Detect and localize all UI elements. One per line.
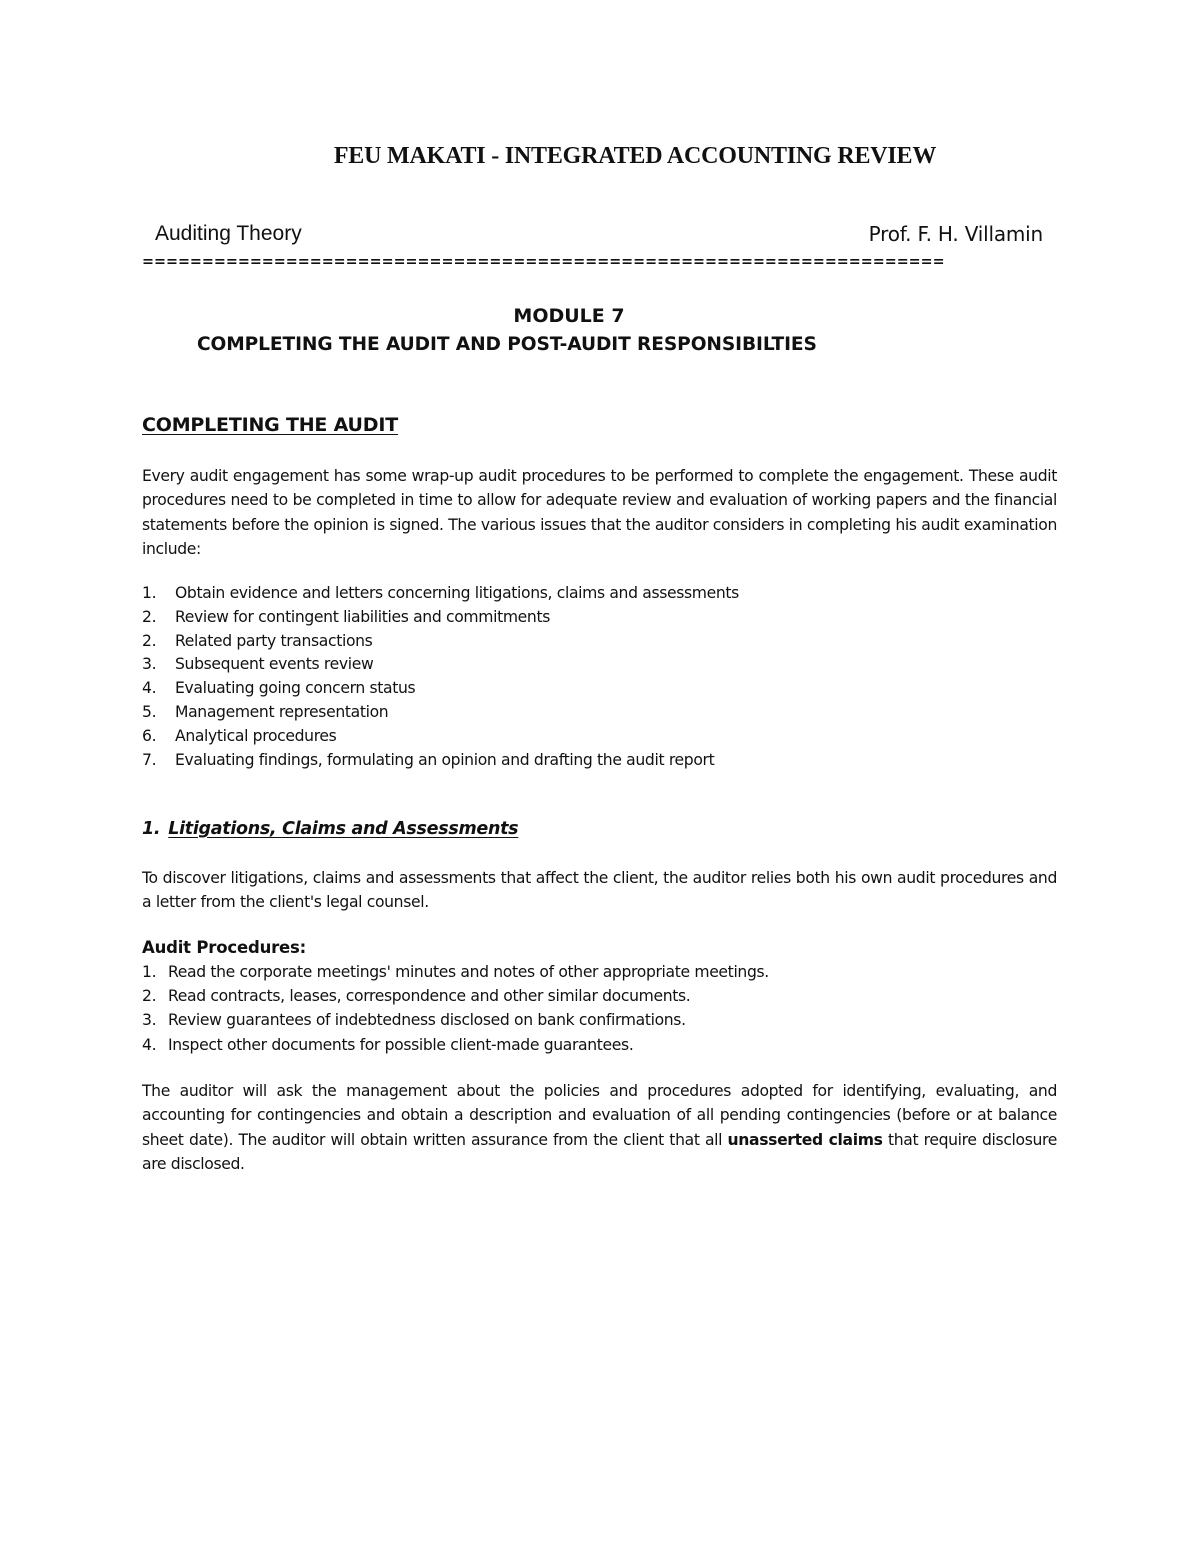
list-item-number: 2. [142, 631, 157, 650]
issues-list [142, 582, 739, 772]
course-name: Auditing Theory [155, 222, 302, 245]
list-item [142, 725, 739, 749]
list-item [142, 984, 769, 1008]
list-item-text: Management representation [175, 702, 389, 721]
list-item [142, 582, 739, 606]
list-item-number: 3. [142, 1011, 157, 1030]
section-heading: COMPLETING THE AUDIT [142, 414, 398, 436]
list-item [142, 960, 769, 984]
closing-bold-term: unasserted claims [727, 1130, 883, 1149]
subsection-number: 1. [142, 819, 161, 839]
list-item-number: 1. [142, 963, 157, 981]
list-item [142, 630, 739, 654]
list-item-text: Analytical procedures [175, 726, 337, 745]
list-item-number: 3. [142, 655, 157, 674]
list-item-text: Read the corporate meetings' minutes and notes of other appropriate meetings. [168, 963, 769, 981]
list-item-text: Review for contingent liabilities and commitments [175, 607, 550, 626]
list-item-text: Inspect other documents for possible client-made guarantees. [168, 1035, 634, 1054]
closing-paragraph [142, 1079, 1057, 1176]
list-item-number: 6. [142, 726, 157, 745]
list-item [142, 749, 739, 773]
intro-paragraph: Every audit engagement has some wrap-up audit procedures to be performed to complete the engagement. These audit procedures need to be completed in time to allow for adequate review and evaluation of working papers and the financial statements before the opinion is signed. The various issues that the auditor considers in completing his audit examination include: [142, 467, 1057, 558]
list-item [142, 1008, 769, 1032]
module-label: MODULE 7 [513, 305, 625, 327]
list-item [142, 606, 739, 630]
module-title: COMPLETING THE AUDIT AND POST-AUDIT RESPONSIBILTIES [197, 334, 817, 355]
list-item-number: 4. [142, 1035, 157, 1054]
separator-rule: =================================================================== [142, 254, 945, 270]
closing-text-start: The auditor will ask the management about the policies and procedures adopted for identifying, evaluating, and accounting for contingencies and obtain a description and evaluation of all pending contingencies (before or at balance sheet date). The auditor will obtain written assurance from the client that all [142, 1082, 1057, 1149]
subsection-heading [142, 819, 518, 839]
litigation-paragraph: To discover litigations, claims and assessments that affect the client, the auditor relies both his own audit procedures and a letter from the client's legal counsel. [142, 869, 1057, 912]
list-item-number: 1. [142, 584, 157, 602]
list-item-text: Read contracts, leases, correspondence and other similar documents. [168, 987, 691, 1006]
list-item [142, 701, 739, 725]
list-item-number: 5. [142, 702, 157, 721]
list-item [142, 677, 739, 701]
list-item-number: 4. [142, 679, 157, 698]
list-item-number: 2. [142, 607, 157, 626]
professor-name: Prof. F. H. Villamin [868, 222, 1043, 246]
list-item-text: Evaluating going concern status [175, 679, 416, 698]
list-item-text: Related party transactions [175, 631, 373, 650]
list-item [142, 1033, 769, 1057]
closing-text-end: that require disclosure are disclosed. [142, 1130, 1057, 1173]
list-item-text: Obtain evidence and letters concerning litigations, claims and assessments [175, 584, 739, 602]
list-item-number: 2. [142, 987, 157, 1006]
list-item [142, 653, 739, 677]
list-item-text: Evaluating findings, formulating an opinion and drafting the audit report [175, 750, 715, 769]
procedures-list [142, 960, 769, 1057]
document-title: FEU MAKATI - INTEGRATED ACCOUNTING REVIEW [333, 143, 937, 169]
list-item-text: Subsequent events review [175, 655, 374, 674]
list-item-text: Review guarantees of indebtedness disclosed on bank confirmations. [168, 1011, 686, 1030]
list-item-number: 7. [142, 750, 157, 769]
procedures-label: Audit Procedures: [142, 938, 307, 957]
subsection-title: Litigations, Claims and Assessments [168, 819, 519, 839]
course-header [155, 222, 1045, 250]
